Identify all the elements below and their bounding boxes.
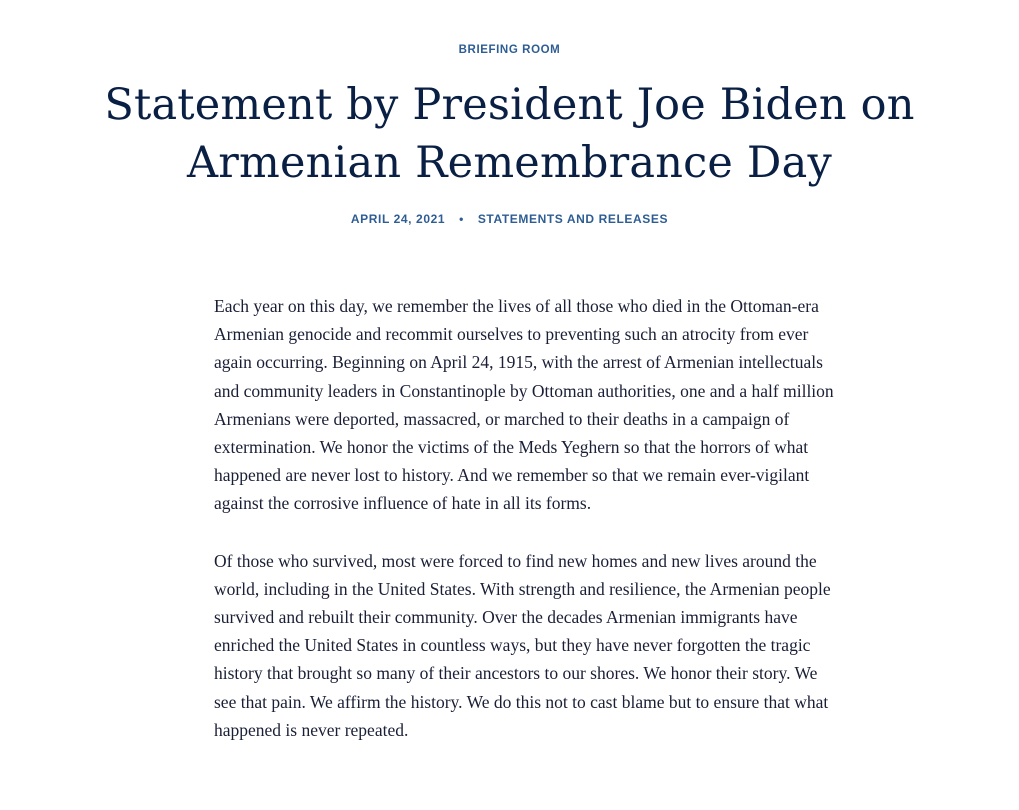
meta-separator: • bbox=[459, 212, 464, 226]
publish-date: APRIL 24, 2021 bbox=[350, 212, 446, 226]
page-title: Statement by President Joe Biden on Armenian Remembrance Day bbox=[104, 80, 915, 188]
category-link[interactable]: STATEMENTS AND RELEASES bbox=[477, 212, 669, 226]
article-paragraph: Of those who survived, most were forced to find new homes and new lives around the world, including in the United States. With strength and resilience, the Armenian people survived and rebuilt their community. Over the decades Armenian immigrants have enriched the United States in countless ways, but they have never forgotten the tragic history that brought so many of their ancestors to our shores. We honor their story. We see that pain. We affirm the history. We do this not to cast blame but to ensure that what happened is never repeated. bbox=[214, 550, 831, 740]
article-meta bbox=[0, 212, 1019, 226]
article-header bbox=[0, 0, 1019, 226]
article-body bbox=[214, 292, 834, 773]
article-paragraph: Each year on this day, we remember the lives of all those who died in the Ottoman-era Armenian genocide and recommit ourselves to preventing such an atrocity from ever again occurring. Beginning on April 24, 1915, with the arrest of Armenian intellectuals and community leaders in Constantinople by Ottoman authorities, one and a half million Armenians were deported, massacred, or marched to their deaths in a campaign of extermination. We honor the victims of the Meds Yeghern so that the horrors of what happened are never lost to history. And we remember so that we remain ever-vigilant against the corrosive influence of hate in all its forms. bbox=[214, 296, 834, 514]
briefing-room-link[interactable]: BRIEFING ROOM bbox=[458, 44, 561, 56]
